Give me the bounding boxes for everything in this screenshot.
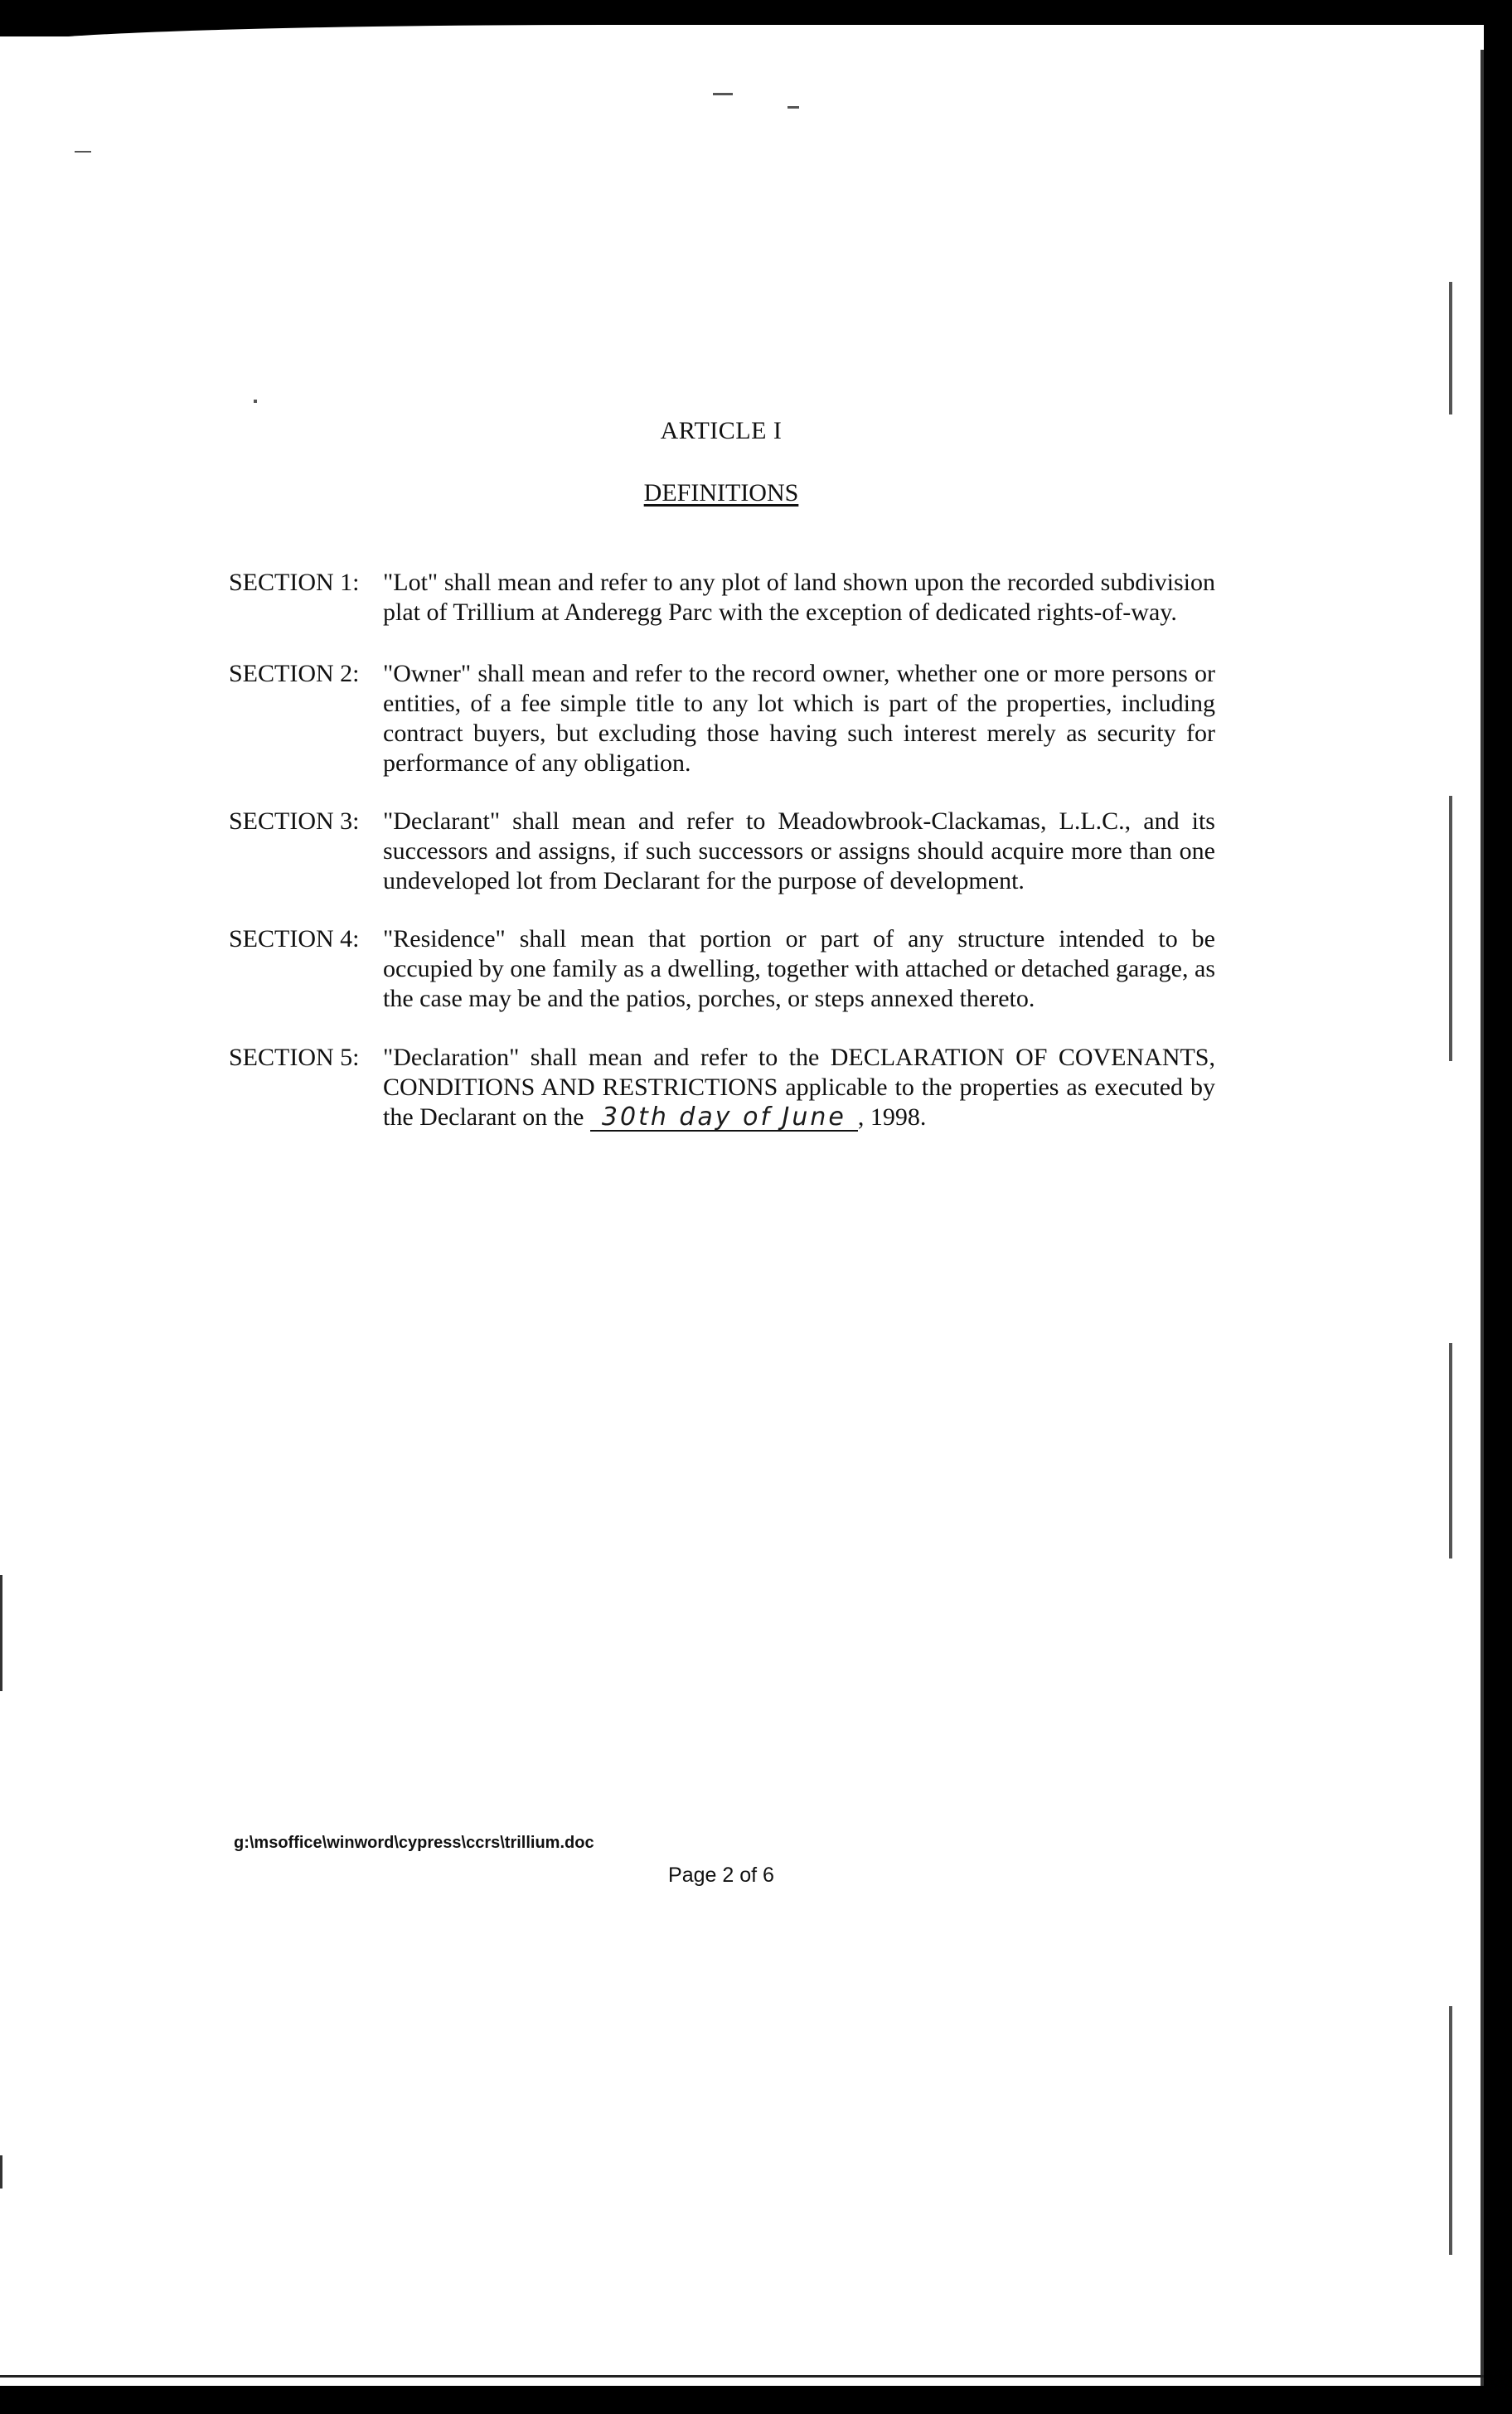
section-label: SECTION 3:	[229, 807, 360, 835]
section-text: "Residence" shall mean that portion or part of any structure intended to be occupied by one family as a dwelling, together with attached or detached garage, as the case may be and the patios, porches, or steps annexed thereto.	[383, 925, 1215, 1012]
section-label: SECTION 5:	[229, 1044, 360, 1071]
handwritten-date: 30th day of June	[590, 1105, 858, 1132]
article-title: ARTICLE I	[660, 417, 783, 444]
footer-file-path: g:\msoffice\winword\cypress\ccrs\trillium.doc	[234, 1834, 594, 1852]
section-text: "Declarant" shall mean and refer to Meadowbrook-Clackamas, L.L.C., and its successors and assigns, if such successors or assigns should acquire more than one undeveloped lot from Declarant for the purpose of development.	[383, 807, 1215, 894]
section-text-before: "Declaration" shall mean and refer to the DECLARATION OF COVENANTS, CONDITIONS AND RESTRICTIONS applicable to the properties as executed by the Declarant on the	[383, 1044, 1215, 1131]
section-label: SECTION 4:	[229, 925, 360, 953]
section-label: SECTION 2:	[229, 660, 360, 687]
article-subtitle: DEFINITIONS	[643, 479, 799, 507]
section-text-after: , 1998.	[857, 1103, 927, 1131]
section-text: "Lot" shall mean and refer to any plot of land shown upon the recorded subdivision plat of Trillium at Anderegg Parc with the exception of dedicated rights-of-way.	[383, 569, 1215, 626]
footer-page-number: Page 2 of 6	[668, 1864, 774, 1887]
section-label: SECTION 1:	[229, 569, 360, 596]
section-text	[383, 1043, 1215, 1132]
section-text: "Owner" shall mean and refer to the record owner, whether one or more persons or entities, of a fee simple title to any lot which is part of the properties, including contract buyers, but excluding those having such interest merely as security for performance of any obligation.	[383, 660, 1215, 777]
